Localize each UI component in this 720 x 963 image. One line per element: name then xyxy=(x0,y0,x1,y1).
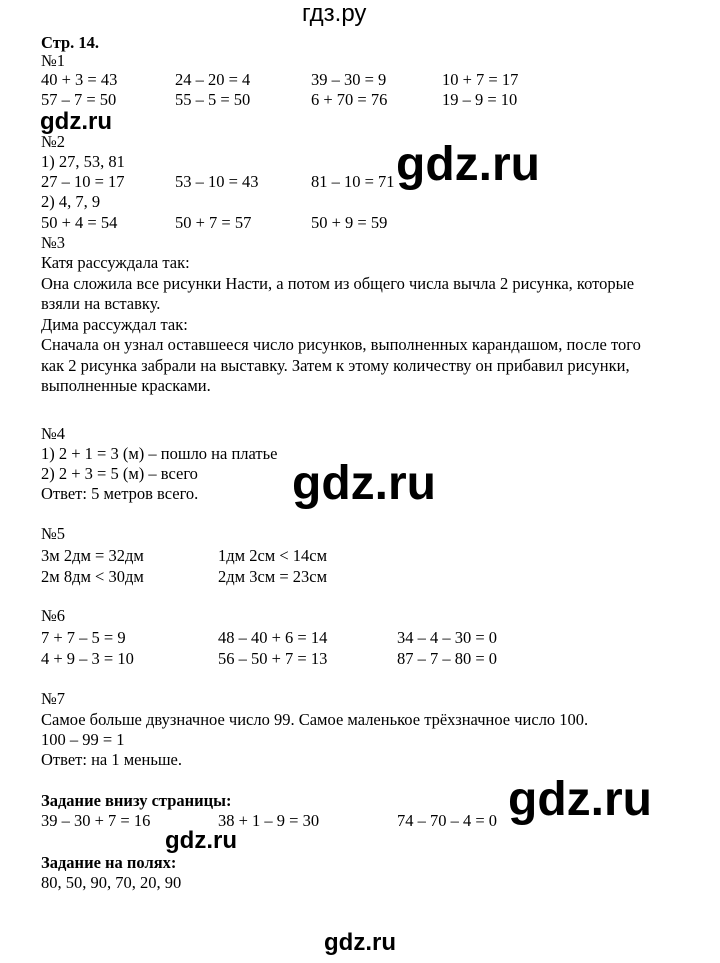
task2-cell: 27 – 10 = 17 xyxy=(41,172,125,191)
task1-label: №1 xyxy=(41,51,65,70)
task7-label: №7 xyxy=(41,689,65,708)
bottom-task-title: Задание внизу страницы: xyxy=(41,791,232,810)
watermark-logo: gdz.ru xyxy=(508,773,652,826)
bottom-task-item: 39 – 30 + 7 = 16 xyxy=(41,811,151,830)
task5-cell: 1дм 2см < 14см xyxy=(218,546,328,565)
task6-label: №6 xyxy=(41,606,65,625)
task2-label: №2 xyxy=(41,132,65,151)
task3-line: как 2 рисунка забрали на выставку. Затем к этому количеству он прибавил рисунки, xyxy=(41,356,630,375)
task1-cell: 19 – 9 = 10 xyxy=(442,90,518,109)
task1-cell: 24 – 20 = 4 xyxy=(175,70,251,89)
task6-cell: 87 – 7 – 80 = 0 xyxy=(397,649,498,668)
watermark-logo: gdz.ru xyxy=(396,138,540,191)
task5-cell: 2дм 3см = 23см xyxy=(218,567,328,586)
task6-cell: 48 – 40 + 6 = 14 xyxy=(218,628,328,647)
margin-task-title: Задание на полях: xyxy=(41,853,177,872)
task4-line: 1) 2 + 1 = 3 (м) – пошло на платье xyxy=(41,444,278,463)
task5-label: №5 xyxy=(41,524,65,543)
task5-cell: 3м 2дм = 32дм xyxy=(41,546,144,565)
task4-answer: Ответ: 5 метров всего. xyxy=(41,484,199,503)
task2-part2: 2) 4, 7, 9 xyxy=(41,192,101,211)
watermark-logo: gdz.ru xyxy=(324,929,396,956)
task6-cell: 34 – 4 – 30 = 0 xyxy=(397,628,498,647)
task7-answer: Ответ: на 1 меньше. xyxy=(41,750,182,769)
task2-cell: 81 – 10 = 71 xyxy=(311,172,395,191)
task2-cell: 50 + 9 = 59 xyxy=(311,213,388,232)
site-header: гдз.ру xyxy=(302,0,367,27)
task3-label: №3 xyxy=(41,233,65,252)
watermark-logo: gdz.ru xyxy=(292,457,436,510)
task1-cell: 40 + 3 = 43 xyxy=(41,70,118,89)
task1-cell: 6 + 70 = 76 xyxy=(311,90,388,109)
task1-cell: 10 + 7 = 17 xyxy=(442,70,519,89)
task2-cell: 53 – 10 = 43 xyxy=(175,172,259,191)
task5-cell: 2м 8дм < 30дм xyxy=(41,567,144,586)
task2-cell: 50 + 4 = 54 xyxy=(41,213,118,232)
task7-line: 100 – 99 = 1 xyxy=(41,730,125,749)
task1-cell: 57 – 7 = 50 xyxy=(41,90,117,109)
task4-line: 2) 2 + 3 = 5 (м) – всего xyxy=(41,464,198,483)
task1-cell: 55 – 5 = 50 xyxy=(175,90,251,109)
task7-line: Самое больше двузначное число 99. Самое маленькое трёхзначное число 100. xyxy=(41,710,589,729)
margin-task-value: 80, 50, 90, 70, 20, 90 xyxy=(41,873,182,892)
task6-cell: 4 + 9 – 3 = 10 xyxy=(41,649,134,668)
task3-line: выполненные красками. xyxy=(41,376,211,395)
task1-cell: 39 – 30 = 9 xyxy=(311,70,387,89)
page-title: Стр. 14. xyxy=(41,33,100,52)
task3-line: Сначала он узнал оставшееся число рисунков, выполненных карандашом, после того xyxy=(41,335,641,354)
task4-label: №4 xyxy=(41,424,65,443)
task2-cell: 50 + 7 = 57 xyxy=(175,213,252,232)
task2-part1: 1) 27, 53, 81 xyxy=(41,152,125,171)
watermark-logo: gdz.ru xyxy=(165,827,237,854)
task3-line: взяли на вставку. xyxy=(41,294,161,313)
task6-cell: 56 – 50 + 7 = 13 xyxy=(218,649,328,668)
watermark-logo: gdz.ru xyxy=(40,108,112,135)
task6-cell: 7 + 7 – 5 = 9 xyxy=(41,628,126,647)
task3-line: Дима рассуждал так: xyxy=(41,315,188,334)
task3-line: Катя рассуждала так: xyxy=(41,253,190,272)
task3-line: Она сложила все рисунки Насти, а потом из общего числа вычла 2 рисунка, которые xyxy=(41,274,635,293)
bottom-task-item: 38 + 1 – 9 = 30 xyxy=(218,811,320,830)
bottom-task-item: 74 – 70 – 4 = 0 xyxy=(397,811,498,830)
